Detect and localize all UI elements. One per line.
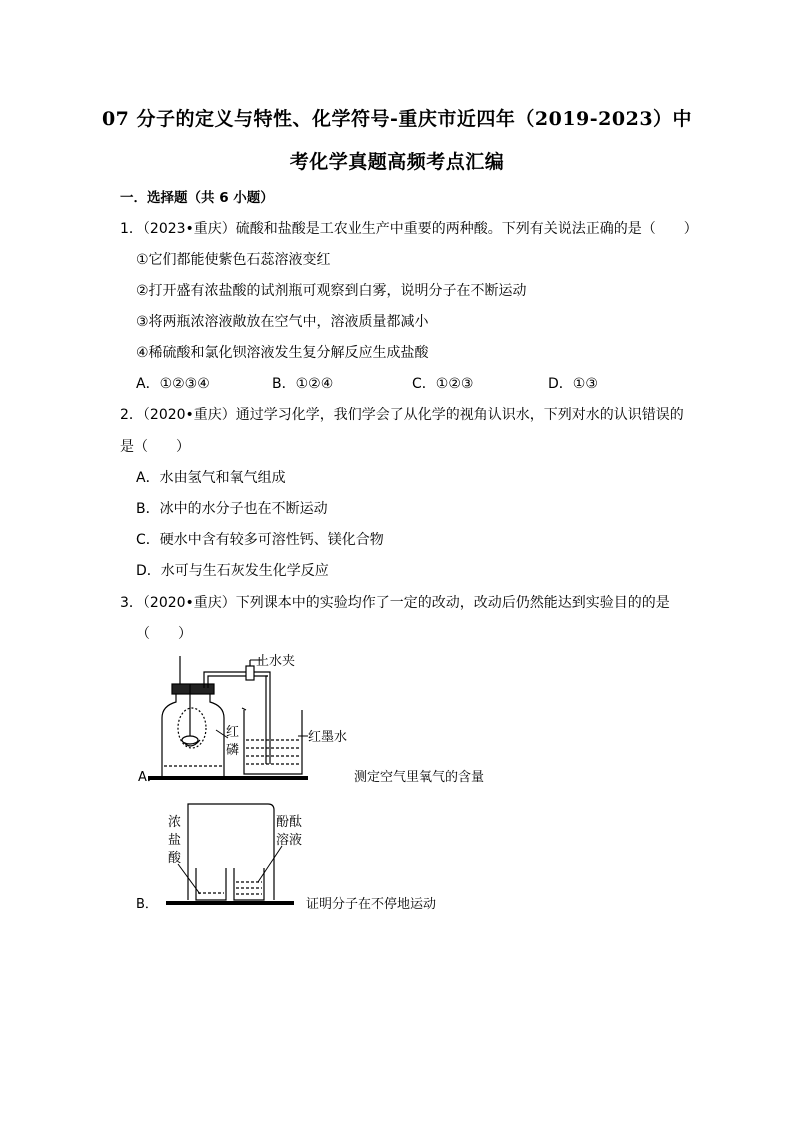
q1-item-4: ④稀硫酸和氯化钡溶液发生复分解反应生成盐酸	[136, 345, 429, 361]
figure-b-letter: B．	[136, 897, 158, 912]
q1-option-b: B．①②④	[272, 376, 334, 392]
q2-option-c: C．硬水中含有较多可溶性钙、镁化合物	[136, 532, 384, 548]
figure-a-combustion-spoon	[178, 656, 206, 748]
figure-a-bottle	[162, 684, 224, 776]
figure-b-caption: 证明分子在不停地运动	[306, 897, 437, 912]
q2-stem-line-1: 2．（2020•重庆）通过学习化学，我们学会了从化学的视角认识水，下列对水的认识错误的	[120, 407, 684, 423]
q1-option-c: C．①②③	[412, 376, 474, 392]
figure-b-cover-beaker	[188, 804, 274, 900]
figure-b-label-left-2: 盐	[168, 833, 182, 848]
section-heading: 一．选择题（共 6 小题）	[120, 190, 274, 206]
figure-a-caption: 测定空气里氧气的含量	[354, 770, 485, 785]
q1-item-3: ③将两瓶浓溶液敞放在空气中，溶液质量都减小	[136, 314, 429, 330]
page-title-line-1: 07 分子的定义与特性、化学符号-重庆市近四年（2019-2023）中	[101, 108, 693, 130]
figure-b-label-right-1: 酚酞	[276, 815, 303, 830]
q3-stem-line-1: 3．（2020•重庆）下列课本中的实验均作了一定的改动，改动后仍然能达到实验目的的是	[120, 595, 670, 611]
figure-b-diffusion-apparatus	[130, 796, 510, 921]
q3-stem-line-2: （ ）	[136, 626, 192, 642]
page-title-line-2: 考化学真题高频考点汇编	[289, 151, 505, 173]
figure-a-label-clamp: 止水夹	[256, 654, 296, 669]
q2-option-a: A．水由氢气和氧气组成	[136, 470, 286, 486]
q1-option-a: A．①②③④	[136, 376, 210, 392]
q1-stem: 1．（2023•重庆）硫酸和盐酸是工农业生产中重要的两种酸。下列有关说法正确的是（ ）	[120, 221, 698, 237]
figure-b-label-left-1: 浓	[168, 815, 182, 830]
figure-b-base	[166, 901, 294, 905]
q1-item-1: ①它们都能使紫色石蕊溶液变红	[136, 252, 331, 268]
q2-stem-line-2: 是（ ）	[120, 439, 190, 455]
figure-b-right-beaker	[234, 868, 264, 900]
figure-a-label-red-1: 红	[226, 725, 240, 740]
figure-a-beaker	[242, 708, 302, 774]
figure-a-label-red-2: 磷	[226, 743, 240, 758]
figure-a-oxygen-apparatus	[130, 648, 510, 788]
figure-a-base	[148, 776, 308, 780]
q2-option-d: D．水可与生石灰发生化学反应	[136, 563, 329, 579]
q1-option-d: D．①③	[548, 376, 598, 392]
figure-b-label-right-2: 溶液	[276, 833, 303, 848]
figure-b-left-beaker	[196, 868, 226, 900]
figure-a-letter: A．	[138, 770, 160, 785]
figure-a-label-ink: 红墨水	[308, 730, 348, 745]
q1-item-2: ②打开盛有浓盐酸的试剂瓶可观察到白雾，说明分子在不断运动	[136, 283, 527, 299]
figure-b-label-left-3: 酸	[168, 851, 182, 866]
q2-option-b: B．冰中的水分子也在不断运动	[136, 501, 328, 517]
